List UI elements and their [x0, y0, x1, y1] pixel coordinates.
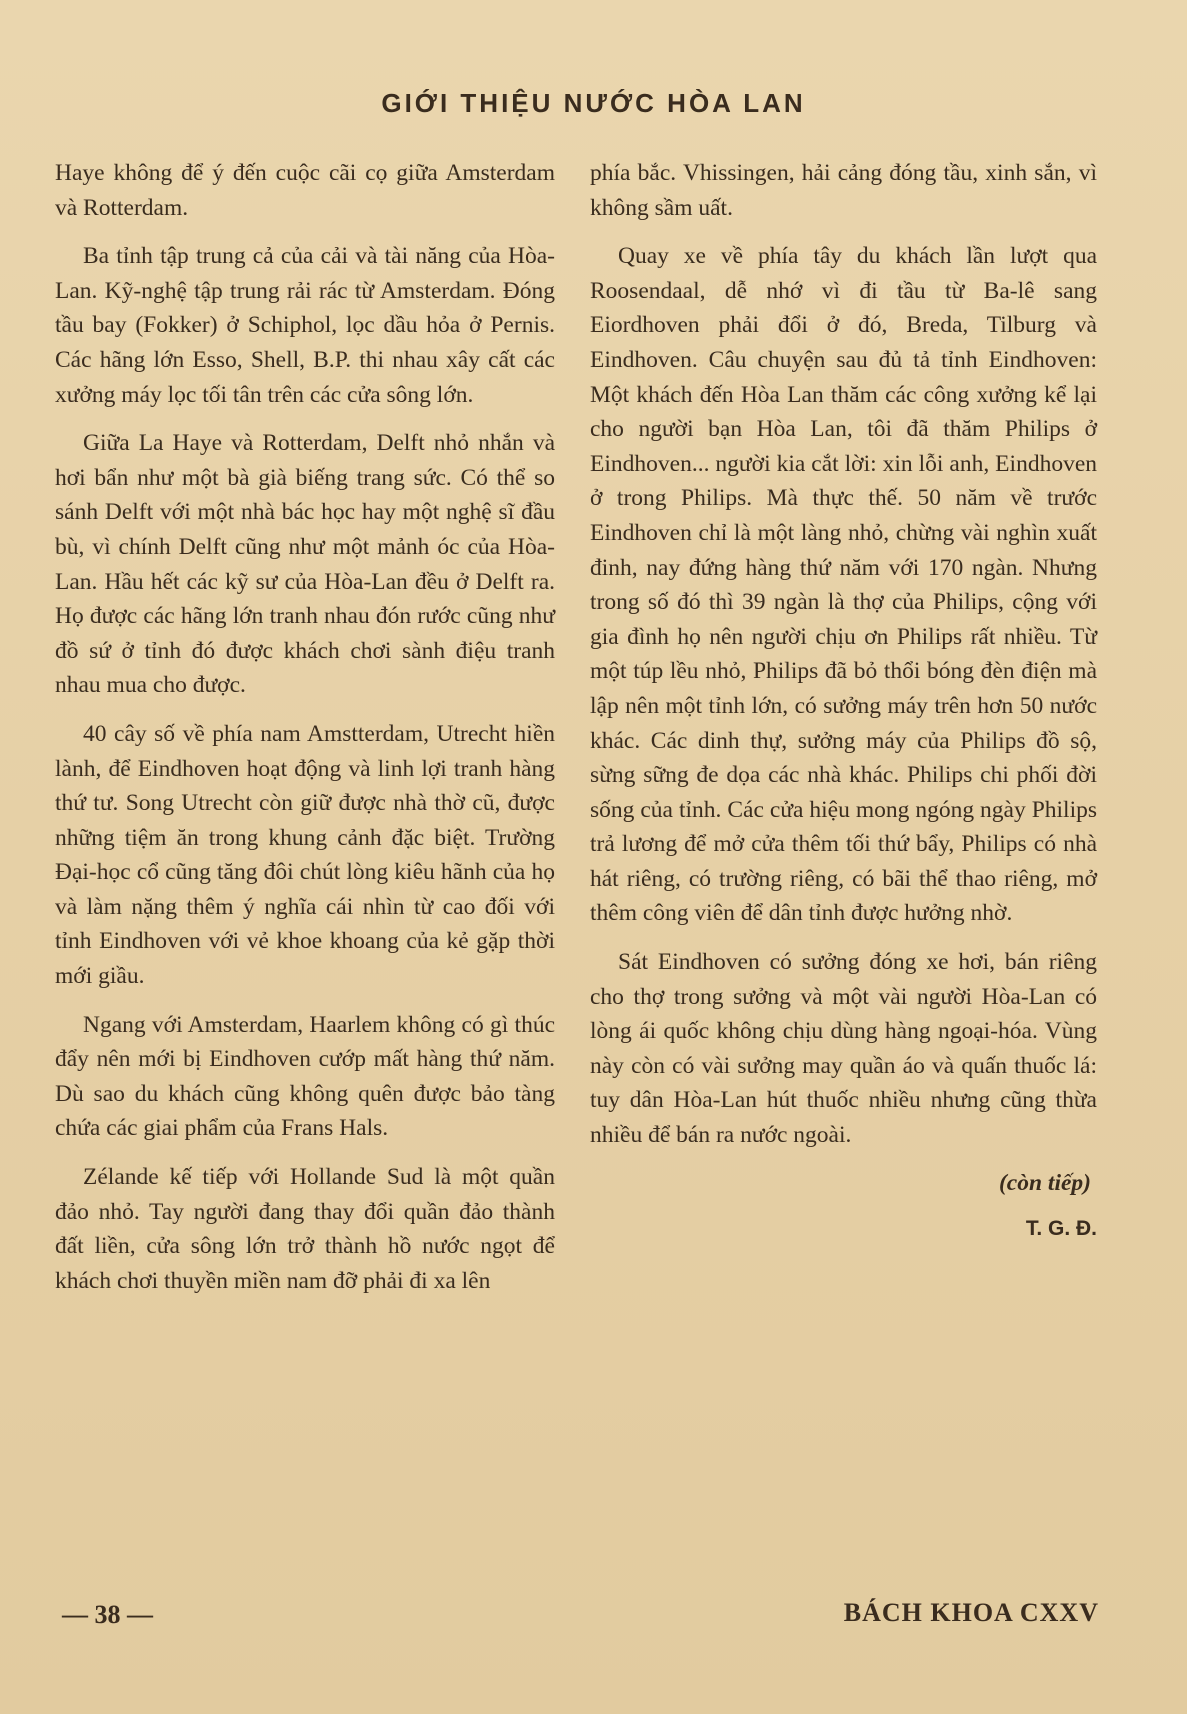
- left-column: [55, 156, 555, 1312]
- paragraph: Ba tỉnh tập trung cả của cải và tài năng của Hòa-Lan. Kỹ-nghệ tập trung rải rác từ Amsterdam. Đóng tầu bay (Fokker) ở Schiphol, lọc dầu hỏa ở Pernis. Các hãng lớn Esso, Shell, B.P. thi nhau xây cất các xưởng máy lọc tối tân trên các cửa sông lớn.: [55, 243, 555, 408]
- right-column: [590, 156, 1097, 1259]
- paragraph: Giữa La Haye và Rotterdam, Delft nhỏ nhắn và hơi bẩn như một bà già biếng trang sức. Có thể so sánh Delft với một nhà bác học hay một nghệ sĩ đầu bù, vì chính Delft cũng như một mảnh óc của Hòa-Lan. Hầu hết các kỹ sư của Hòa-Lan đều ở Delft ra. Họ được các hãng lớn tranh nhau đón rước cũng như đồ sứ ở tỉnh đó được khách chơi sành điệu tranh nhau mua cho được.: [55, 430, 555, 699]
- page-number: — 38 —: [62, 1600, 153, 1629]
- page-title: GIỚI THIỆU NƯỚC HÒA LAN: [381, 88, 806, 118]
- paragraph: Quay xe về phía tây du khách lần lượt qua Roosendaal, dễ nhớ vì đi tầu từ Ba-lê sang Eiordhoven phải đổi ở đó, Breda, Tilburg và Eindhoven. Câu chuyện sau đủ tả tỉnh Eindhoven: Một khách đến Hòa Lan thăm các công xưởng kể lại cho người bạn Hòa Lan, tôi đã thăm Philips ở Eindhoven... người kia cắt lời: xin lỗi anh, Eindhoven ở trong Philips. Mà thực thế. 50 năm về trước Eindhoven chỉ là một làng nhỏ, chừng vài nghìn xuất đinh, nay đứng hàng thứ năm với 170 ngàn. Nhưng trong số đó thì 39 ngàn là thợ của Philips, cộng với gia đình họ nên người chịu ơn Philips rất nhiều. Từ một túp lều nhỏ, Philips đã bỏ thổi bóng đèn điện mà lập nên một tỉnh lớn, có sưởng máy trên hơn 50 nước khác. Các dinh thự, sưởng máy của Philips đồ sộ, sừng sững đe dọa các nhà khác. Philips chi phối đời sống của tỉnh. Các cửa hiệu mong ngóng ngày Philips trả lương để mở cửa thêm tối thứ bẩy, Philips có nhà hát riêng, có trường riêng, có bãi thể thao riêng, mở thêm công viên để dân tỉnh được hưởng nhờ.: [590, 243, 1097, 927]
- paragraph: Ngang với Amsterdam, Haarlem không có gì thúc đẩy nên mới bị Eindhoven cướp mất hàng thứ năm. Dù sao du khách cũng không quên được bảo tàng chứa các giai phẩm của Frans Hals.: [55, 1011, 555, 1142]
- publication-name: BÁCH KHOA CXXV: [843, 1598, 1099, 1627]
- paragraph: Zélande kế tiếp với Hollande Sud là một quần đảo nhỏ. Tay người đang thay đổi quần đảo thành đất liền, cửa sông lớn trở thành hồ nước ngọt để khách chơi thuyền miền nam đỡ phải đi xa lên: [55, 1164, 555, 1294]
- continued-note: (còn tiếp): [998, 1169, 1091, 1196]
- paragraph: Sát Eindhoven có sưởng đóng xe hơi, bán riêng cho thợ trong sưởng và một vài người Hòa-Lan có lòng ái quốc không chịu dùng hàng ngoại-hóa. Vùng này còn có vài sưởng may quần áo và quấn thuốc lá: tuy dân Hòa-Lan hút thuốc nhiều nhưng cũng thừa nhiều để bán ra nước ngoài.: [590, 949, 1097, 1149]
- paragraph: 40 cây số về phía nam Amstterdam, Utrecht hiền lành, để Eindhoven hoạt động và linh lợi tranh hàng thứ tư. Song Utrecht còn giữ được nhà thờ cũ, được những tiệm ăn trong khung cảnh đặc biệt. Trường Đại-học cổ cũng tăng đôi chút lòng kiêu hãnh của họ và làm nặng thêm ý nghĩa cái nhìn từ cao đối với tỉnh Eindhoven với vẻ khoe khoang của kẻ gặp thời mới giầu.: [55, 720, 555, 990]
- author-initials: T. G. Đ.: [1025, 1216, 1097, 1240]
- paragraph: Haye không để ý đến cuộc cãi cọ giữa Amsterdam và Rotterdam.: [55, 160, 555, 221]
- paragraph: phía bắc. Vhissingen, hải cảng đóng tầu, xinh sắn, vì không sầm uất.: [590, 160, 1097, 221]
